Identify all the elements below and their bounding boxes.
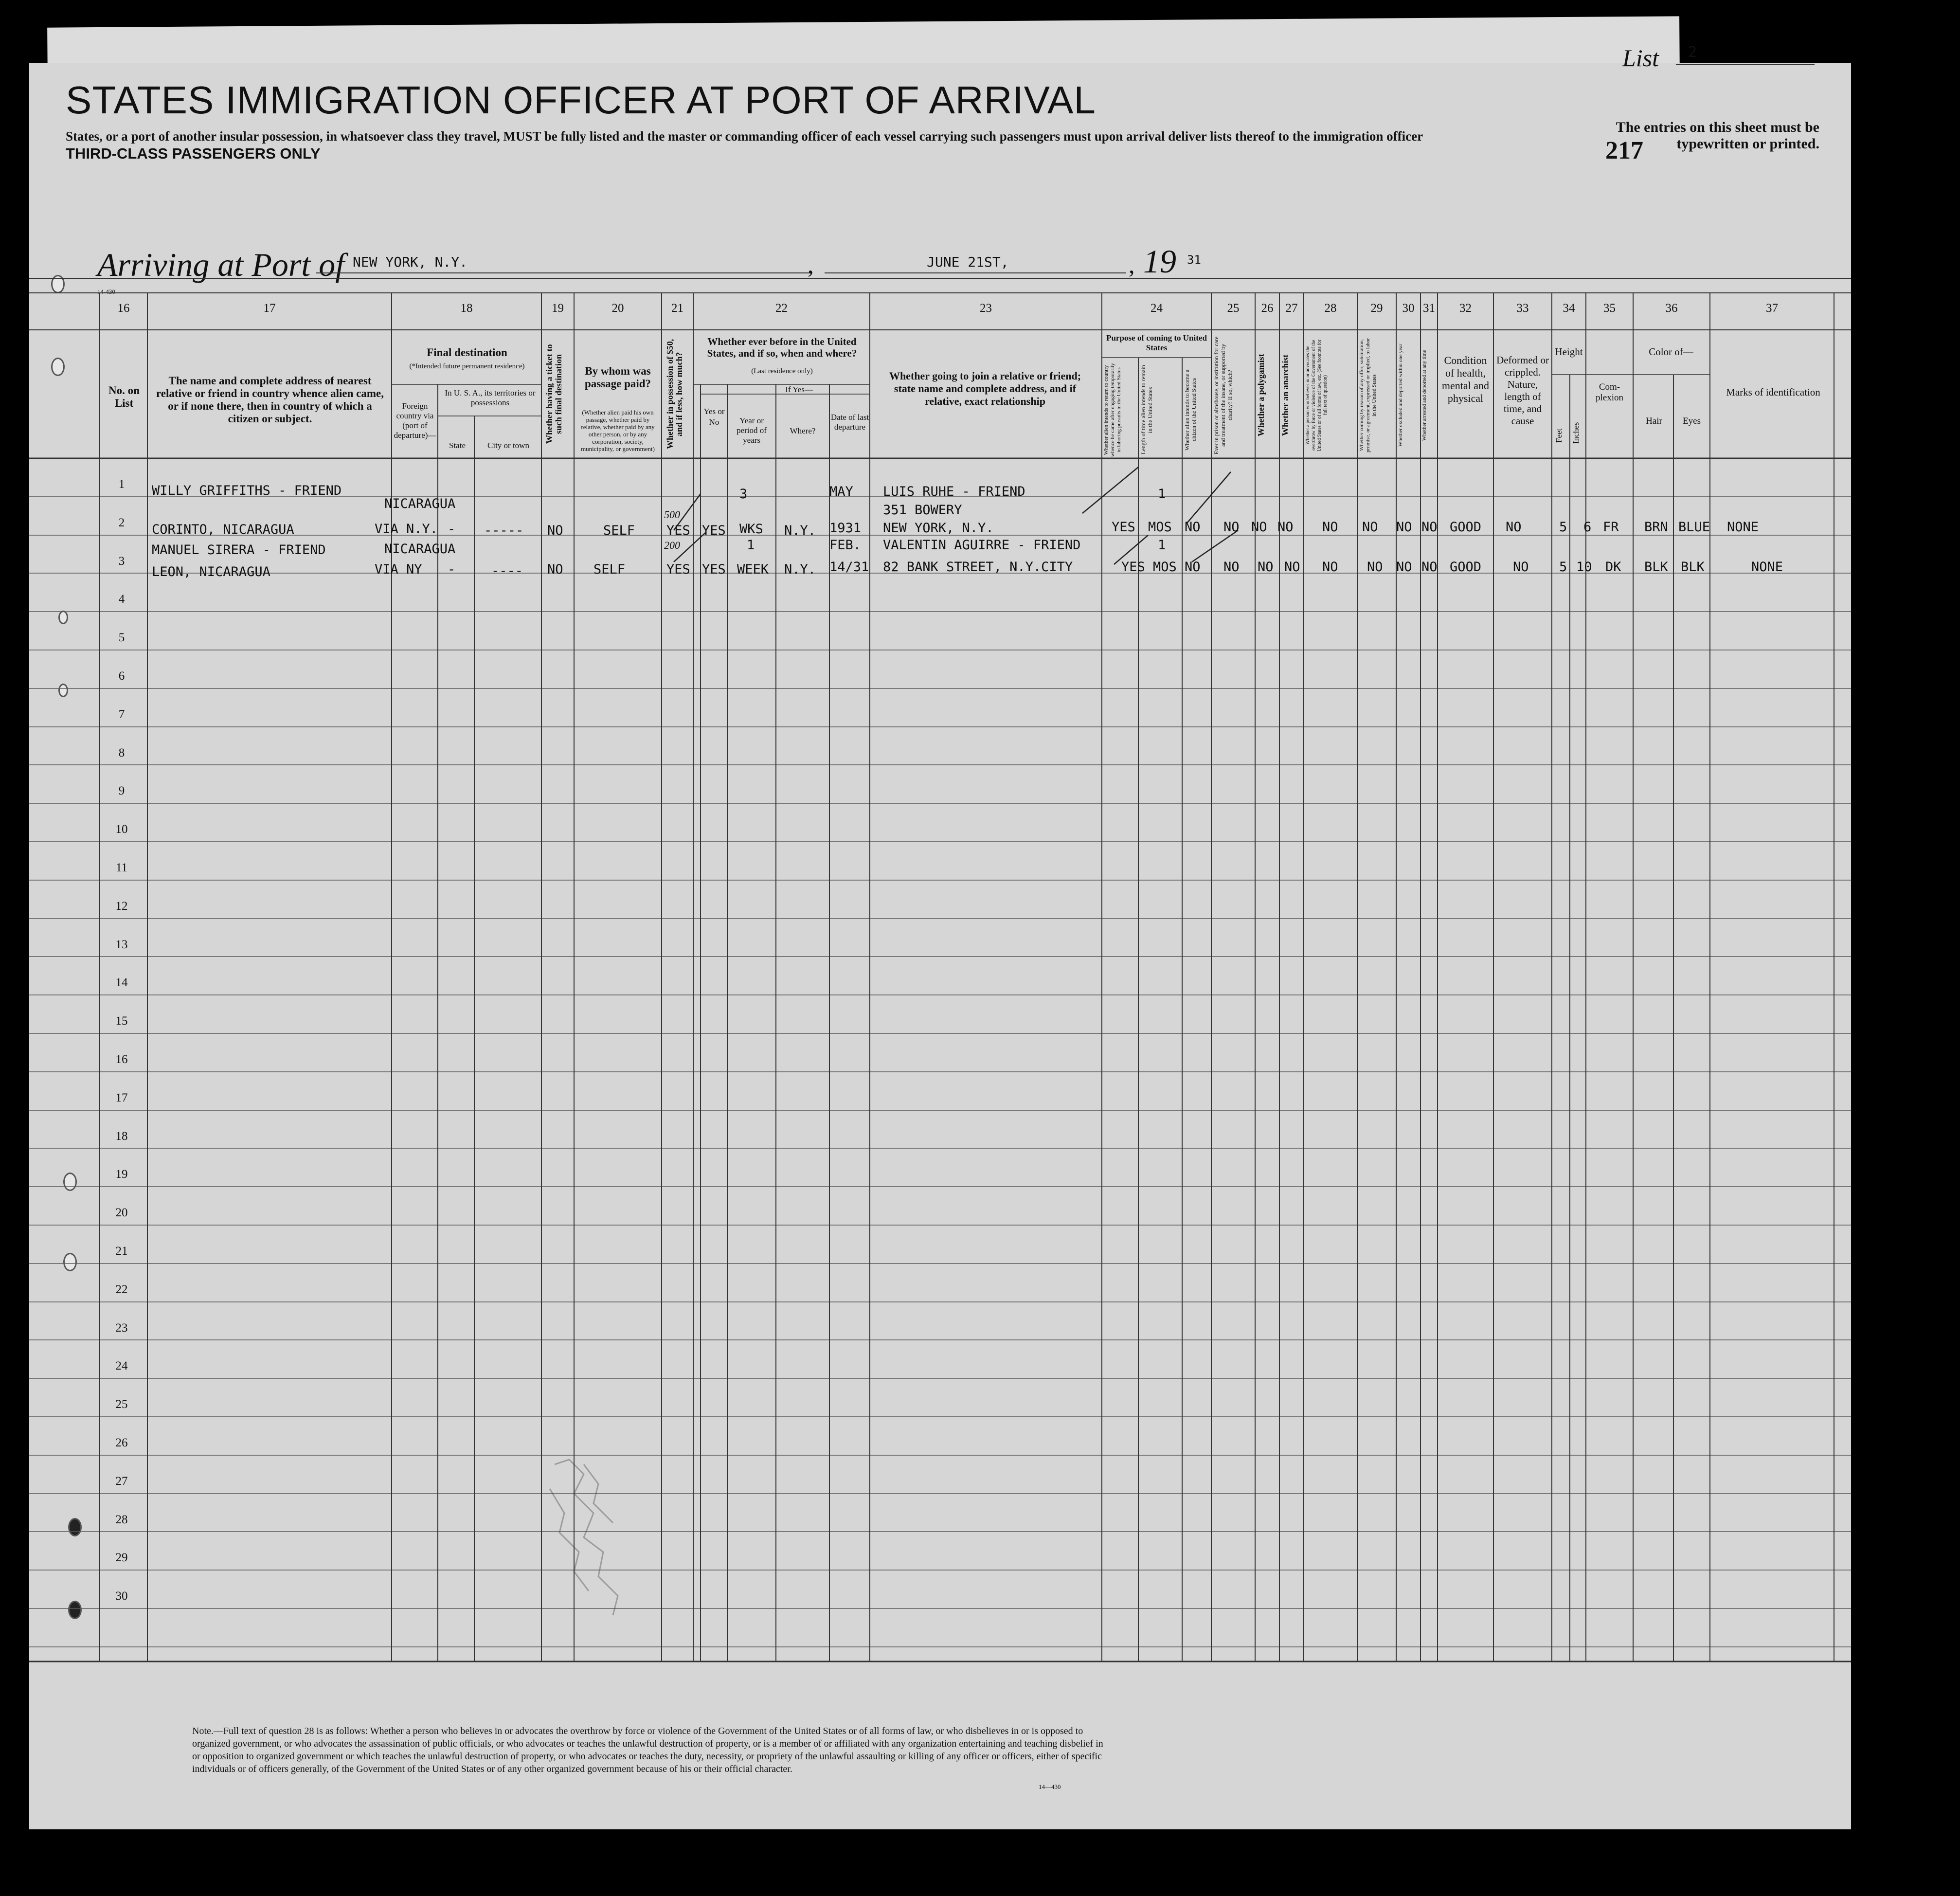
row-number: 9 [118,784,125,797]
header-hair: Hair [1646,416,1662,426]
row2-paid-by: SELF [593,562,626,577]
header-join-relative: Whether going to join a relative or friend; state name and complete address, and if relative, exact relationship [889,370,1081,407]
header-if-yes: If Yes— [785,385,813,394]
list-number: 2 [1688,44,1697,61]
row1-foreign-country: NICARAGUA [384,496,456,511]
row2-complexion: DK [1605,560,1621,575]
row2-q30: NO [1396,560,1412,575]
col-number: 26 [1261,302,1274,315]
comma: , [808,251,814,278]
row1-ticket: NO [547,523,563,538]
col-number: 21 [671,302,683,315]
row1-relative-name: WILLY GRIFFITHS - FRIEND [152,483,342,498]
col-number: 20 [611,302,624,315]
port-value: NEW YORK, N.Y. [353,254,468,270]
col-number: 36 [1665,302,1678,315]
header-passage-paid-note: (Whether alien paid his own passage, whether paid by relative, whether paid by any other person, or by any corporation, society, municipality, or government) [581,409,655,452]
header-prison: Ever in prison or almshouse, or institution for care and treatment of the insane, or supported by charity? If so, which? [1213,336,1233,454]
row-number: 15 [115,1014,128,1028]
row1-state: - [448,522,456,537]
row2-hair: BLK [1644,560,1668,575]
row1-inches: 6 [1583,520,1592,535]
header-final-destination: Final destination [427,346,507,359]
date-value: JUNE 21ST, [927,254,1009,270]
col-number: 32 [1459,302,1472,315]
row1-via: VIA N.Y. [375,522,438,537]
row-number: 4 [118,593,125,606]
row-number: 5 [118,631,125,644]
row2-eyes: BLK [1681,560,1705,575]
row-number: 19 [115,1168,128,1181]
row2-ticket: NO [547,562,563,577]
col-number: 22 [775,302,788,315]
row1-citizen: NO [1185,520,1201,535]
header-inches: Inches [1571,422,1581,444]
row2-join-name: VALENTIN AGUIRRE - FRIEND [883,538,1081,553]
header-purpose: Purpose of coming to United States [1106,333,1207,352]
row2-feet: 5 [1559,560,1567,575]
header-passage-paid: By whom was passage paid? [584,365,651,390]
row1-q29: NO [1362,520,1378,535]
row2-before-us: YES [702,562,726,577]
row2-polygamist: NO [1258,560,1274,575]
header-relative: The name and complete address of nearest relative or friend in country whence alien came, or if none there, then in country of which a citizen or subject. [156,375,384,425]
row2-citizen: NO [1185,560,1201,575]
row-number: 26 [115,1436,128,1449]
header-foreign-country: Foreign country via (port of departure)— [394,401,436,440]
row2-join-address: 82 BANK STREET, N.Y.CITY [883,560,1073,575]
col-number: 17 [263,302,276,315]
row1-hair: BRN [1644,520,1668,535]
year-prefix: 19 [1143,243,1176,280]
row-number: 16 [115,1053,128,1066]
row2-deformed: NO [1513,560,1529,575]
sheet-number: 217 [1605,137,1643,164]
row2-money-note: 200 [664,539,680,551]
col-number: 29 [1370,302,1383,315]
header-anarchist: Whether an anarchist [1280,354,1290,436]
row1-prison: NO [1223,520,1240,535]
row-number: 11 [115,861,128,874]
col-number: 34 [1563,302,1575,315]
header-complexion: Com-plexion [1596,382,1623,403]
header-excluded: Whether excluded and deported within one year [1398,343,1403,447]
row-number: 30 [115,1589,128,1603]
comma: , [1129,251,1135,278]
typewritten-note: The entries on this sheet must be typewritten or printed. [1616,119,1819,152]
row2-q28: NO [1322,560,1338,575]
row1-relative-address: CORINTO, NICARAGUA [152,522,294,537]
row-number: 27 [115,1475,128,1488]
row-number: 14 [115,976,128,989]
row2-depart-date: 14/31 [829,560,869,575]
row1-period-num: 3 [739,487,748,502]
row-number: 25 [115,1398,128,1411]
row2-relative-name: MANUEL SIRERA - FRIEND [152,542,326,558]
row1-q30: NO [1396,520,1412,535]
col-number: 30 [1402,302,1415,315]
row1-money-note: 500 [664,508,680,521]
header-length-stay: Length of time alien intends to remain in the United States [1140,365,1153,455]
row-number: 21 [115,1245,128,1258]
col-number: 18 [460,302,473,315]
row-number: 6 [118,669,125,683]
row-number: 13 [115,938,128,951]
header-polygamist: Whether a polygamist [1256,354,1266,437]
row2-money: YES [666,562,690,577]
col-number: 31 [1423,302,1435,315]
header-health: Condition of health, mental and physical [1441,354,1490,404]
row-number: 1 [118,478,125,491]
header-ticket: Whether having a ticket to such final destination [544,344,563,444]
header-color-of: Color of— [1649,346,1693,358]
header-feet: Feet [1554,428,1564,443]
row-number: 12 [115,900,128,913]
row1-money: YES [666,523,690,538]
row-number: 3 [118,555,125,568]
col-number: 24 [1151,302,1163,315]
subtitle: States, or a port of another insular possession, in whatsoever class they travel, MUST be fully listed and the master or commanding officer of each vessel carrying such passengers must upon arrival deliver lists thereof to the immigration officer [66,129,1423,144]
list-label: List [1622,44,1659,72]
row1-period: WKS [739,522,763,537]
row2-state: - [448,562,456,577]
row1-polygamist: NO [1251,520,1267,535]
header-arrested: Whether arrested and deported at any time [1421,350,1427,441]
row1-length-num: 1 [1158,487,1166,502]
header-ever-before: Whether ever before in the United States, and if so, when and where? [707,336,857,359]
row2-length-num: 1 [1158,538,1166,553]
row1-health: GOOD [1450,520,1482,535]
class-line: THIRD-CLASS PASSENGERS ONLY [66,145,321,162]
row2-q31: NO [1421,560,1438,575]
header-citizen-intent: Whether alien intends to become a citizen of the United States [1184,369,1197,451]
row1-join-city: NEW YORK, N.Y. [883,521,994,536]
header-no-on-list: No. on List [108,384,140,409]
row2-relative-address: LEON, NICARAGUA [152,564,270,579]
row1-q28: NO [1322,520,1338,535]
row-number: 2 [118,516,125,529]
row2-return-intent: YES [1121,560,1145,575]
row-number: 24 [115,1359,128,1372]
header-labor-offer: Whether coming by reason of any offer, solicitation, promise, or agreement, expressed or implied, to labor in the United States [1359,338,1377,453]
header-ever-before-note: (Last residence only) [751,367,813,375]
row1-complexion: FR [1603,520,1619,535]
row1-city: ----- [484,523,524,538]
row-number: 18 [115,1130,128,1143]
row-number: 20 [115,1206,128,1219]
footnote-code: 14—430 [1039,1783,1061,1790]
header-deformed: Deformed or crippled. Nature, length of time, and cause [1496,354,1549,427]
faded-stamp [540,1455,632,1620]
arriving-label: Arriving at Port of [97,246,345,283]
row2-city: ---- [491,563,523,578]
col-number: 33 [1516,302,1529,315]
header-date-departure: Date of last departure [830,413,869,432]
header-return-intent: Whether alien intends to return to country whence he came after engaging temporarily in laboring pursuits in the United States [1103,363,1122,457]
row2-period: WEEK [737,562,769,577]
header-period: Year or period of years [737,416,767,445]
row1-paid-by: SELF [603,523,635,538]
header-state: State [449,441,466,450]
form-code: 14-430 [97,288,115,295]
row-number: 8 [118,746,125,759]
row2-length: MOS [1153,560,1177,575]
row1-q31: NO [1421,520,1438,535]
row2-foreign-country: NICARAGUA [384,542,456,557]
header-height: Height [1555,346,1583,358]
row2-prison: NO [1223,560,1240,575]
row1-marks: NONE [1727,520,1759,535]
header-where: Where? [790,426,816,435]
row1-before-us: YES [702,523,726,538]
row2-via: VIA NY [375,562,422,577]
row2-inches: 10 [1576,560,1592,575]
page-title: STATES IMMIGRATION OFFICER AT PORT OF ARRIVAL [66,78,1096,122]
col-number: 37 [1766,302,1778,315]
header-marks: Marks of identification [1726,386,1820,398]
row2-marks: NONE [1751,560,1783,575]
row-number: 7 [118,708,125,721]
header-money: Whether in possession of $50, and if less, how much? [665,339,684,450]
footnote: Note.—Full text of question 28 is as follows: Whether a person who believes in or advocates the overthrow by force or violence of the Government of the United States or of all forms of law, or who disbelieves in or is opposed to organized government, or who advocates the assassination of public officials, or who advocates or teaches the unlawful destruction of property, or is a member of or affiliated with any organization entertaining and teaching disbelief in or opposition to organized government or which teaches the unlawful destruction of property, or who advocates or teaches the duty, necessity, or propriety of the unlawful assaulting or killing of any officer or officers, either of specific individuals or of officers generally, of the Government of the United States or of any other organized government because of his or their official character. [192,1726,1103,1774]
col-number: 16 [117,302,130,315]
row-number: 17 [115,1091,128,1104]
header-city: City or town [487,441,529,450]
row1-where: N.Y. [784,523,816,538]
header-yes-no: Yes or No [703,407,725,427]
row2-anarchist: NO [1284,560,1300,575]
col-number: 27 [1285,302,1298,315]
row2-q29: NO [1367,560,1383,575]
col-number: 35 [1603,302,1616,315]
row1-depart-date: 1931 [829,521,862,536]
row-number: 23 [115,1321,128,1335]
row2-depart-month: FEB. [829,538,862,553]
header-in-usa: In U. S. A., its territories or possessions [445,388,536,407]
row1-length: MOS [1148,520,1172,535]
row-number: 10 [115,823,128,836]
header-eyes: Eyes [1683,416,1701,426]
col-number: 25 [1227,302,1240,315]
year-suffix: 31 [1187,253,1201,267]
row1-anarchist: NO [1277,520,1294,535]
row1-join-name: LUIS RUHE - FRIEND [883,484,1025,499]
row-number: 22 [115,1283,128,1296]
row1-return-intent: YES [1112,520,1135,535]
row2-where: N.Y. [784,562,816,577]
row1-depart-month: MAY [829,484,853,499]
col-number: 19 [552,302,564,315]
row1-deformed: NO [1506,520,1522,535]
row-number: 29 [115,1551,128,1564]
col-number: 28 [1324,302,1337,315]
row-number: 28 [115,1513,128,1526]
row1-join-address: 351 BOWERY [883,503,962,518]
col-number: 23 [980,302,992,315]
row1-eyes: BLUE [1678,520,1710,535]
row2-health: GOOD [1450,560,1482,575]
header-final-destination-note: (*Intended future permanent residence) [409,362,525,370]
row1-feet: 5 [1559,520,1567,535]
row2-period-num: 1 [747,538,755,553]
header-question-28: Whether a person who believes in or advocates the overthrow by force or violence of the Government of the United States or of all forms of law, etc. (See footnote for full text of question) [1305,339,1328,451]
